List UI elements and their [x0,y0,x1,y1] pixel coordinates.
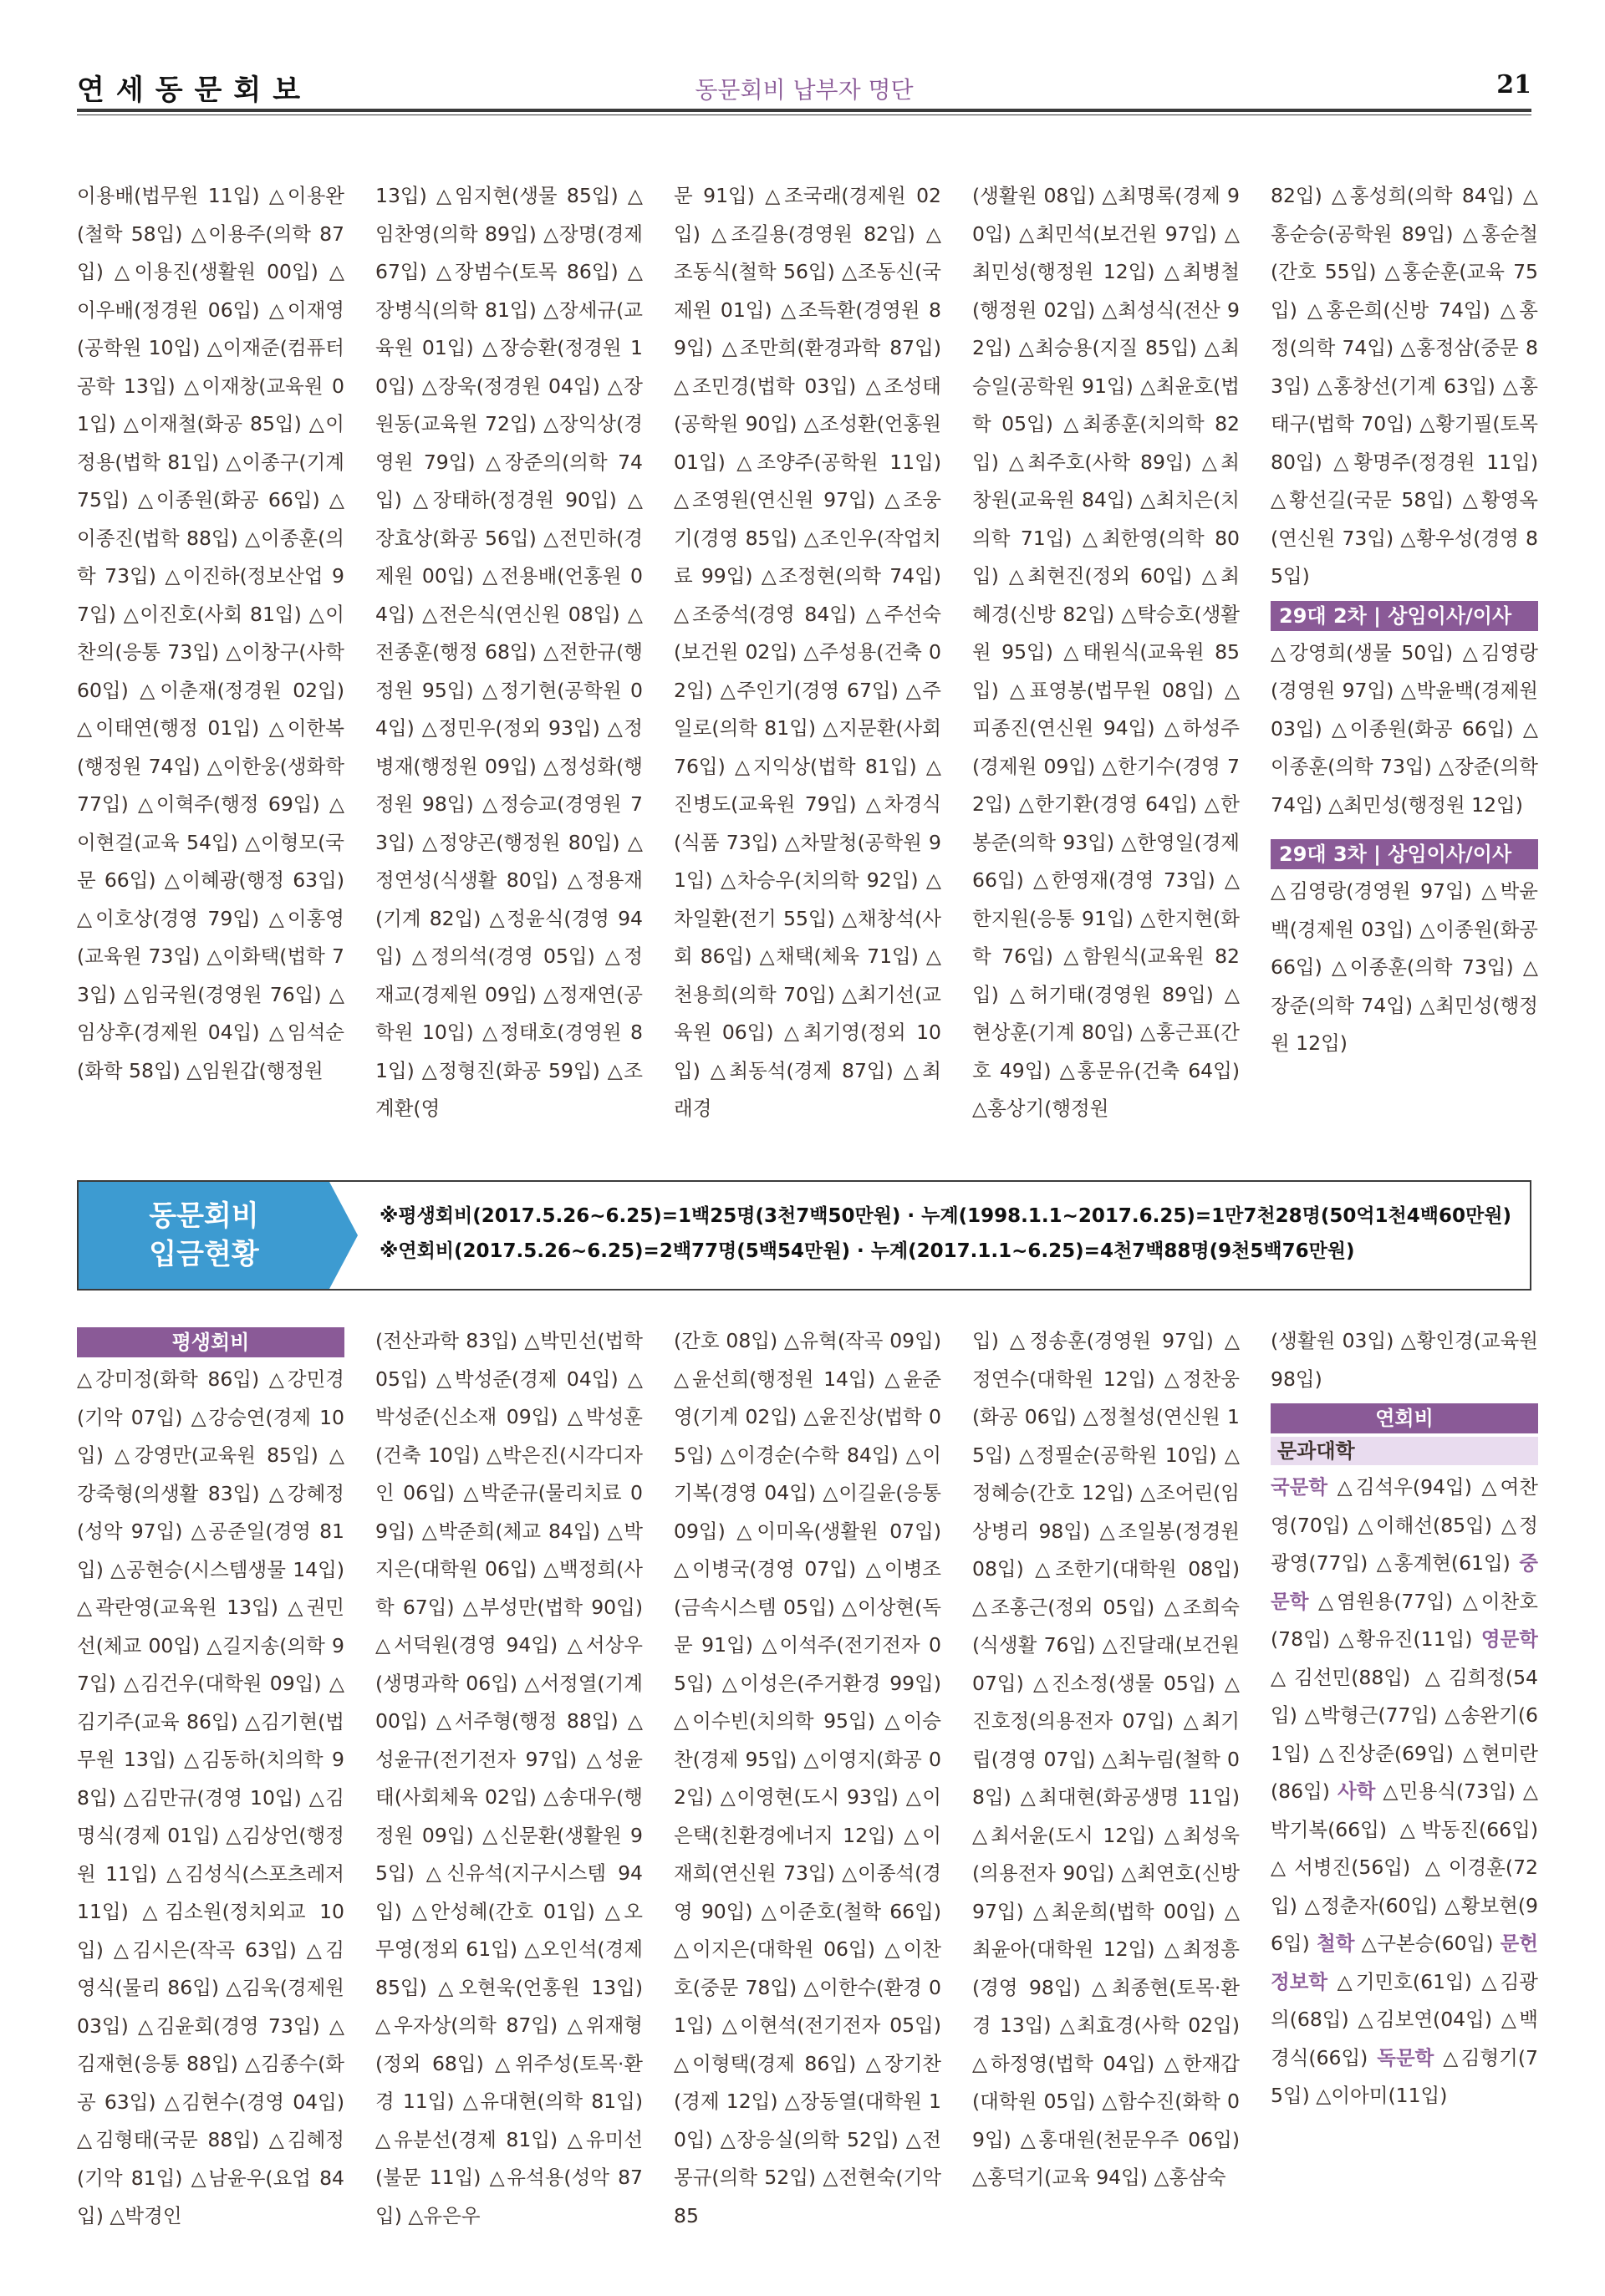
banner-arrow-shape [329,1182,358,1289]
lower-column-2 [375,1322,643,2279]
header-rule [77,109,1531,112]
board-meeting-label-2nd: 29대 2차 | 상임이사/이사 [1271,601,1538,631]
department-name: 문헌정보학 [1271,1932,1538,1993]
upper-column-1 [77,177,344,1134]
upper-column-2 [375,177,643,1134]
department-name: 사학 [1337,1779,1376,1803]
upper-column-3 [674,177,941,1134]
department-members: △구본승(60입) [1361,1932,1494,1955]
donor-list-text: 이용배(법무원 11입) △이용완(철학 58입) △이용주(의학 87입) △이용진(생활원 00입) △이우배(정경원 06입) △이재영(공학원 10입) △이재준(컴퓨터공학 13입) △이재창(교육원 01입) △이재철(화공 85입) △이정용(법학 81입) △이종구(기계 75입) △이종원(화공 66입) △이종진(법학 88입) △이종훈(의학 73입) △이진하(정보산업 97입) △이진호(사회 81입) △이찬의(응통 73입) △이창구(사학 60입) △이춘재(정경원 02입) △이태연(행정 01입) △이한복(행정원 74입) △이한웅(생화학 77입) △이혁주(행정 69입) △이현걸(교육 54입) △이형모(국문 66입) △이혜광(행정 63입) △이호상(경영 79입) △이홍영(교육원 73입) △이화택(법학 73입) △임국원(경영원 76입) △임상후(경제원 04입) △임석순(화학 58입) △임원갑(행정원 [77,184,344,1082]
lifetime-dues-summary: ※평생회비(2017.5.26~6.25)=1백25명(3천7백50만원) · 누계(1998.1.1~2017.6.25)=1만7천28명(50억1천4백60만원) [380,1205,1511,1227]
department-members: △김형기(75입) △이아미(11입) [1271,2045,1538,2107]
department-members: △김선민(88입) △김희정(54입) △박형근(77입) △송완기(61입) △진상준(69입) △현미란(86입) [1271,1665,1538,1803]
lower-column-1 [77,1322,344,2279]
department-name: 중문학 [1271,1551,1538,1613]
donor-list-text: (생활원 03입) △황인경(교육원 98입) [1271,1329,1538,1391]
annual-dues-label: 연회비 [1271,1403,1538,1433]
donor-list-text: 82입) △홍성희(의학 84입) △홍순승(공학원 89입) △홍순철(간호 55입) △홍순훈(교육 75입) △홍은희(신방 74입) △홍정(의학 74입) △홍정삼(중문 83입) △홍창선(기계 63입) △홍태구(법학 70입) △황기필(토목 80입) △황명주(정경원 11입) △황선길(국문 58입) △황영옥(연신원 73입) △황우성(경영 85입) [1271,184,1538,588]
page-number: 21 [1496,70,1531,99]
lower-column-4 [972,1322,1240,2279]
department-members: △민용식(73입) △박기복(66입) △박동진(66입) △서병진(56입) △이경훈(72입) △정춘자(60입) △황보현(96입) [1271,1779,1538,1955]
lifetime-dues-label: 평생회비 [77,1327,344,1357]
department-name: 영문학 [1480,1627,1538,1651]
donor-list-text: 13입) △임지현(생물 85입) △임찬영(의학 89입) △장명(경제 67입) △장범수(토목 86입) △장병식(의학 81입) △장세규(교육원 01입) △장승환(정경원 10입) △장욱(정경원 04입) △장원동(교육원 72입) △장익상(경영원 79입) △장준의(의학 74입) △장태하(정경원 90입) △장효상(화공 56입) △전민하(경제원 00입) △전용배(언홍원 04입) △전은식(연신원 08입) △전종훈(행정 68입) △전한규(행정원 95입) △정기현(공학원 04입) △정민우(정외 93입) △정병재(행정원 09입) △정성화(행정원 98입) △정승교(경영원 73입) △정양곤(행정원 80입) △정연성(식생활 80입) △정용재(기계 82입) △정윤식(경영 94입) △정의석(경영 05입) △정재교(경제원 09입) △정재연(공학원 10입) △정태호(경영원 81입) △정형진(화공 59입) △조계환(영 [375,184,643,1120]
department-name: 독문학 [1377,2045,1434,2069]
department-name: 국문학 [1271,1475,1328,1499]
department-list [1271,1469,1538,2115]
lower-column-5 [1271,1322,1538,2279]
donor-list-text: (생활원 08입) △최명록(경제 90입) △최민석(보건원 97입) △최민성(행정원 12입) △최병철(행정원 02입) △최성식(전산 92입) △최승용(지질 85입) △최승일(공학원 91입) △최윤호(법학 05입) △최종훈(치의학 82입) △최주호(사학 89입) △최창원(교육원 84입) △최치은(치의학 71입) △최한영(의학 80입) △최현진(정외 60입) △최혜경(신방 82입) △탁승호(생활원 95입) △태원식(교육원 85입) △표영봉(법무원 08입) △피종진(연신원 94입) △하성주(경제원 09입) △한기수(경영 72입) △한기환(경영 64입) △한봉준(의학 93입) △한영일(경제 66입) △한영재(경영 73입) △한지원(응통 91입) △한지현(화학 76입) △함원식(교육원 82입) △허기태(경영원 89입) △현상훈(기계 80입) △홍근표(간호 49입) △홍문유(건축 64입) △홍상기(행정원 [972,184,1240,1120]
section-title: 동문회비 납부자 명단 [695,76,914,104]
banner-summary [380,1199,1511,1269]
board-meeting-label-3rd: 29대 3차 | 상임이사/이사 [1271,839,1538,869]
board-member-list: △김영랑(경영원 97입) △박윤백(경제원 03입) △이종원(화공 66입) △이종훈(의학 73입) △장준(의학 74입) △최민성(행정원 12입) [1271,879,1538,1055]
upper-column-5 [1271,177,1538,1134]
department-members: △염원용(77입) △이찬호(78입) △황유진(11입) [1271,1589,1538,1651]
board-member-list: △강영희(생물 50입) △김영랑(경영원 97입) △박윤백(경제원 03입) △이종원(화공 66입) △이종훈(의학 73입) △장준(의학 74입) △최민성(행정원 12입) [1271,640,1538,817]
banner-label-line2: 입금현황 [149,1238,259,1271]
banner-label-line1: 동문회비 [149,1199,259,1233]
lower-column-3 [674,1322,941,2279]
department-members: △김석우(94입) △여찬영(70입) △이해선(85입) △정광영(77입) △홍계현(61입) [1271,1475,1538,1575]
masthead: 연세동문회보 [77,74,313,107]
donor-list-text: (전산과학 83입) △박민선(법학 05입) △박성준(경제 04입) △박성준(신소재 09입) △박성훈(건축 10입) △박은진(시각디자인 06입) △박준규(물리치료 09입) △박준희(체교 84입) △박지은(대학원 06입) △백정희(사학 67입) △부성만(법학 90입) △서덕원(경영 94입) △서상우(생명과학 06입) △서정열(기계 00입) △서주형(행정 88입) △성윤규(전기전자 97입) △성윤태(사회체육 02입) △송대우(행정원 09입) △신문환(생활원 95입) △신유석(지구시스템 94입) △안성혜(간호 01입) △오무영(정외 61입) △오인석(경제 85입) △오현욱(언홍원 13입) △우자상(의학 87입) △위재형(정외 68입) △위주성(토목·환경 11입) △유대현(의학 81입) △유분선(경제 81입) △유미선(불문 11입) △유석용(성악 87입) △유은우 [375,1329,643,2227]
college-label: 문과대학 [1271,1437,1538,1465]
dues-status-banner [77,1180,1531,1291]
department-members: △기민호(61입) △김광의(68입) △김보연(04입) △백경식(66입) [1271,1969,1538,2069]
donor-list-text: 입) △정송훈(경영원 97입) △정연수(대학원 12입) △정찬웅(화공 06입) △정철성(연신원 15입) △정필순(공학원 10입) △정혜승(간호 12입) △조어린(임상병리 98입) △조일봉(정경원 08입) △조한기(대학원 08입) △조홍근(정외 05입) △조희숙(식생활 76입) △진달래(보건원 07입) △진소정(생물 05입) △진호정(의용전자 07입) △최기립(경영 07입) △최누림(철학 08입) △최대현(화공생명 11입) △최서윤(도시 12입) △최성욱(의용전자 90입) △최연호(신방 97입) △최운희(법학 00입) △최윤아(대학원 12입) △최정흥(경영 98입) △최종현(토목·환경 13입) △최효경(사학 02입) △하정영(법학 04입) △한재갑(대학원 05입) △함수진(화학 09입) △홍대원(천문우주 06입) △홍덕기(교육 94입) △홍삼숙 [972,1329,1240,2189]
annual-dues-summary: ※연회비(2017.5.26~6.25)=2백77명(5백54만원) · 누계(2017.1.1~6.25)=4천7백88명(9천5백76만원) [380,1240,1355,1262]
upper-column-4 [972,177,1240,1134]
department-name: 철학 [1317,1932,1355,1955]
donor-list-text: (간호 08입) △유혁(작곡 09입) △윤선희(행정원 14입) △윤준영(기계 02입) △윤진상(법학 05입) △이경순(수학 84입) △이기복(경영 04입) △이길윤(응통 09입) △이미옥(생활원 07입) △이병국(경영 07입) △이병조(금속시스템 05입) △이상현(독문 91입) △이석주(전기전자 05입) △이성은(주거환경 99입) △이수빈(치의학 95입) △이승찬(경제 95입) △이영지(화공 02입) △이영현(도시 93입) △이은택(친환경에너지 12입) △이재희(연신원 73입) △이종석(경영 90입) △이준호(철학 66입) △이지은(대학원 06입) △이찬호(중문 78입) △이한수(환경 01입) △이현석(전기전자 05입) △이형택(경제 86입) △장기찬(경제 12입) △장동열(대학원 10입) △장응실(의학 52입) △전몽규(의학 52입) △전현숙(기악 85 [674,1329,941,2227]
banner-label [79,1182,329,1289]
donor-list-text: △강미정(화학 86입) △강민경(기악 07입) △강승연(경제 10입) △강영만(교육원 85입) △강죽형(의생활 83입) △강혜정(성악 97입) △공준일(경영 81입) △공현승(시스템생물 14입) △곽란영(교육원 13입) △권민선(체교 00입) △길지송(의학 97입) △김건우(대학원 09입) △김기주(교육 86입) △김기현(법무원 13입) △김동하(치의학 98입) △김만규(경영 10입) △김명식(경제 01입) △김상언(행정원 11입) △김성식(스포츠레저 11입) △김소원(정치외교 10입) △김시은(작곡 63입) △김영식(물리 86입) △김욱(경제원 03입) △김윤회(경영 73입) △김재현(응통 88입) △김종수(화공 63입) △김현수(경영 04입) △김형태(국문 88입) △김혜정(기악 81입) △남윤우(요업 84입) △박경인 [77,1367,344,2227]
donor-list-text: 문 91입) △조국래(경제원 02입) △조길용(경영원 82입) △조동식(철학 56입) △조동신(국제원 01입) △조득환(경영원 89입) △조만희(환경과학 87입) △조민경(법학 03입) △조성태(공학원 90입) △조성환(언홍원 01입) △조양주(공학원 11입) △조영원(연신원 97입) △조웅기(경영 85입) △조인우(작업치료 99입) △조정현(의학 74입) △조중석(경영 84입) △주선숙(보건원 02입) △주성용(건축 02입) △주인기(경영 67입) △주일로(의학 81입) △지문환(사회 76입) △지익상(법학 81입) △진병도(교육원 79입) △차경식(식품 73입) △차말청(공학원 91입) △차승우(치의학 92입) △차일환(전기 55입) △채창석(사회 86입) △채택(체육 71입) △천용희(의학 70입) △최기선(교육원 06입) △최기영(정외 10입) △최동석(경제 87입) △최래경 [674,184,941,1120]
